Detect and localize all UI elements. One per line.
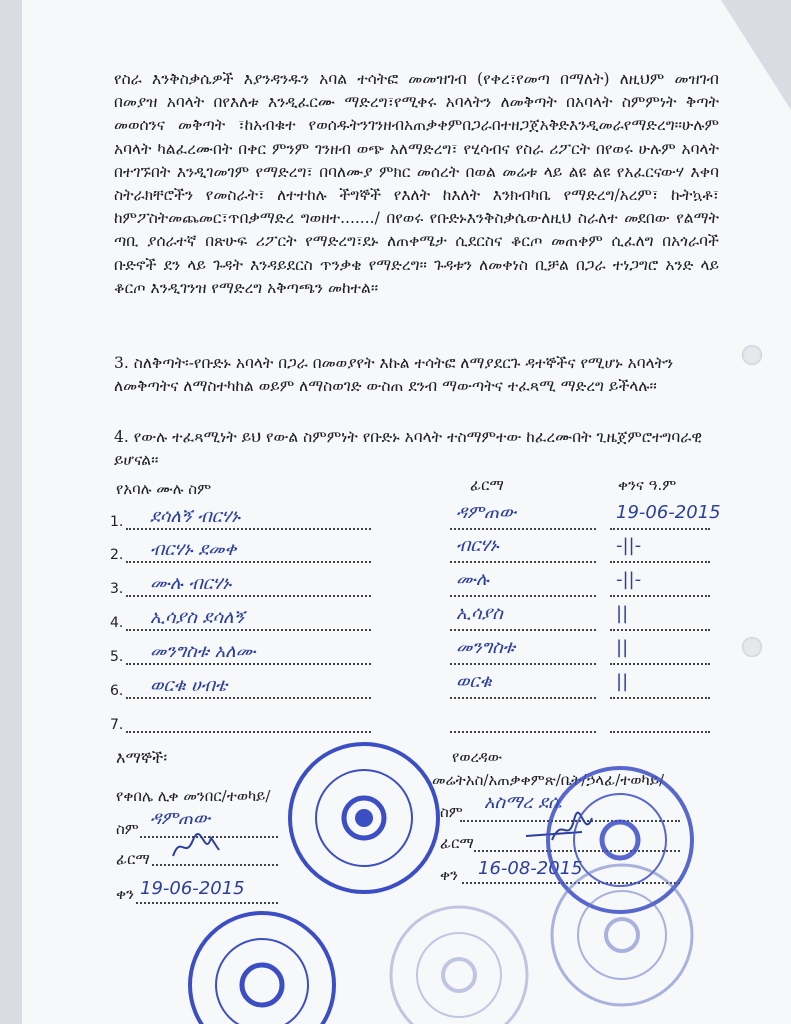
date-line [610, 629, 710, 631]
member-signature-handwriting: ብርሃኑ [456, 535, 499, 556]
member-signature-handwriting: ሙሉ [456, 569, 489, 590]
witness-sign-label: ፊርማ [116, 850, 150, 868]
witness-name-handwriting: ዳምጠው [150, 808, 211, 829]
member-date-handwriting: 19-06-2015 [616, 502, 721, 523]
name-line [126, 528, 371, 530]
kebele-seal-stamp [284, 738, 444, 898]
registrar-heading: የወረዳው [452, 748, 503, 766]
member-signature-handwriting: ዳምጠው [456, 502, 517, 523]
member-name-handwriting: ብርሃኑ ደመቀ [150, 539, 237, 560]
member-number: 5. [110, 649, 124, 665]
member-name-handwriting: ወርቁ ሀብቴ [150, 675, 228, 696]
witnesses-heading: እማኞች፡ [116, 748, 168, 767]
member-name-handwriting: ሙሉ ብርሃኑ [150, 573, 232, 594]
name-line [126, 561, 371, 563]
section-3-penalty: 3. ስለቅጣት፡-የቡድኑ አባላት በጋራ በመወያየት እኩል ተሳትፎ ለማያደርጉ ዳተኞችና የሚሆኑ አባላትን ለመቅጣትና ለማስተካከል ወይም ለማስወገድ ውስጠ ደንብ ማውጣትና ተፈጻሚ ማድረግ ይችላሉ፡፡ [114, 354, 674, 395]
name-line [126, 731, 371, 733]
faded-seal-stamp-center [384, 900, 534, 1024]
registrar-name-handwriting: አስማረ ደሴ [484, 792, 562, 813]
member-row [110, 502, 721, 534]
land-admin-seal-stamp [182, 905, 342, 1024]
signature-line [450, 561, 596, 563]
member-row [110, 671, 710, 703]
member-number: 2. [110, 547, 124, 563]
punch-hole-top [742, 345, 762, 365]
kebele-chair-label: የቀበሌ ሊቀ መንበር/ተወካይ/ [116, 787, 271, 805]
member-name-handwriting: ደሳለኝ ብርሃኑ [150, 506, 241, 527]
member-number: 7. [110, 717, 124, 733]
witness-name-label: ስም [116, 820, 139, 838]
folded-corner [721, 0, 791, 110]
date-line [610, 697, 710, 699]
header-signature: ፊርማ [470, 476, 504, 494]
section-4-validity: 4. የውሉ ተፈጻሚነት ይህ የውል ስምምነት የቡድኑ አባላት ተስማምተው ከፈረሙበት ጊዜጀምሮተግባራዊ ይሆናል፡፡ [114, 428, 703, 469]
member-date-handwriting: || [616, 671, 629, 692]
registrar-office-label: መሬትአስ/አጠቃቀምጽ/ቤት/ኃላፊ/ተወካይ/ [432, 771, 664, 789]
witness-sign-line [152, 864, 278, 866]
member-row [110, 603, 710, 635]
registrar-date-label: ቀን [440, 866, 458, 884]
header-member-name: የአባሉ ሙሉ ስም [116, 480, 212, 498]
member-signature-handwriting: መንግስቱ [456, 637, 515, 658]
member-signature-handwriting: ወርቁ [456, 671, 492, 692]
date-line [610, 731, 710, 733]
date-line [610, 595, 710, 597]
witness-date-handwriting: 19-06-2015 [140, 878, 245, 899]
punch-hole-bottom [742, 637, 762, 657]
witness-signature-scribble [167, 830, 227, 864]
faded-seal-stamp-right [542, 855, 702, 1015]
registrar-date-handwriting: 16-08-2015 [478, 858, 583, 879]
date-line [610, 663, 710, 665]
member-name-handwriting: ኢሳያስ ደሳለኝ [150, 607, 245, 628]
member-signature-handwriting: ኢሳያስ [456, 603, 503, 624]
signature-line [450, 528, 596, 530]
member-row [110, 713, 710, 737]
registrar-sign-label: ፊርማ [440, 834, 474, 852]
member-date-handwriting: -||- [616, 569, 642, 590]
member-number: 1. [110, 514, 124, 530]
member-number: 3. [110, 581, 124, 597]
signature-line [450, 629, 596, 631]
member-date-handwriting: || [616, 637, 629, 658]
signature-line [450, 731, 596, 733]
date-line [610, 528, 710, 530]
witness-date-line [136, 902, 278, 904]
signature-line [450, 663, 596, 665]
member-date-handwriting: -||- [616, 535, 642, 556]
registrar-name-label: ስም [440, 803, 463, 821]
member-date-handwriting: || [616, 603, 629, 624]
witness-date-label: ቀን [116, 885, 134, 903]
signature-line [450, 697, 596, 699]
date-line [610, 561, 710, 563]
name-line [126, 629, 371, 631]
header-date: ቀንና ዓ.ም [618, 476, 677, 494]
member-row [110, 535, 710, 567]
member-row [110, 569, 710, 601]
member-number: 4. [110, 615, 124, 631]
member-row [110, 637, 710, 669]
member-number: 6. [110, 683, 124, 699]
name-line [126, 663, 371, 665]
member-name-handwriting: መንግስቱ አለሙ [150, 641, 256, 662]
name-line [126, 697, 371, 699]
signature-line [450, 595, 596, 597]
name-line [126, 595, 371, 597]
paragraph-activities: የስራ እንቅስቃሴዎች እያንዳንዱን አባል ተሳትፎ መመዝገብ (የቀረ፣የመጣ በማለት) ለዚህም መዝገብ በመያዝ አባላት በየእለቱ እንዲፈርሙ ማድረግ፣የሚቀሩ አባላትን ለመቅጣት በአባላት ስምምነት ቅጣት መወሰንና መቅጣት ፣ከአብቁተ የወሰዱትንገንዘብአጠቃቀምበጋራበተዘጋጀአቅድእንዲመራየማድረግ፡፡ሁሉም አባላት ካልፈረሙበት በቀር ምንም ገንዘብ ወጭ አለማድረግ፣ የሂሳብና የስራ ሪፖርት በየወሩ ሁሉም አባላት በተገኙበት እንዲገመገም የማድረግ፣ በባለሙያ ምክር መሰረት በወል መሬቱ ላይ ልዩ ልዩ የአፈርናውሃ እቀባ ስትራክቸሮችን የመስራት፣ ለተተከሉ ችግኞች የእለት ከእለት እንክብካቤ የማድረግ/አረም፣ ኩትኳቶ፣ ከምፖስትመጨመር፣ጥበቃማድረ ግወዘተ......./ በየወሩ የቡድኑእንቅስቃሴውለዚህ ስራለተ መደበው የልማት ጣቢ ያሰራተኛ በጽሁፍ ሪፖርት የማድረግ፣ደኑ ለጠቀሜታ ሲደርስና ቆርጦ መጠቀም ሲፈለግ በአጎራባች ቡድኖች ደን ላይ ጉዳት እንዳይደርስ ጥንቃቄ የማድረግ፡፡ ጉዳቱን ለመቀነስ ቢቻል በጋራ ተነጋግሮ አንድ ላይ ቆርጦ እንዲገንዝ የማድረግ አቅጣጫን መከተል፡፡ [114, 70, 719, 297]
document-page [22, 0, 791, 1024]
